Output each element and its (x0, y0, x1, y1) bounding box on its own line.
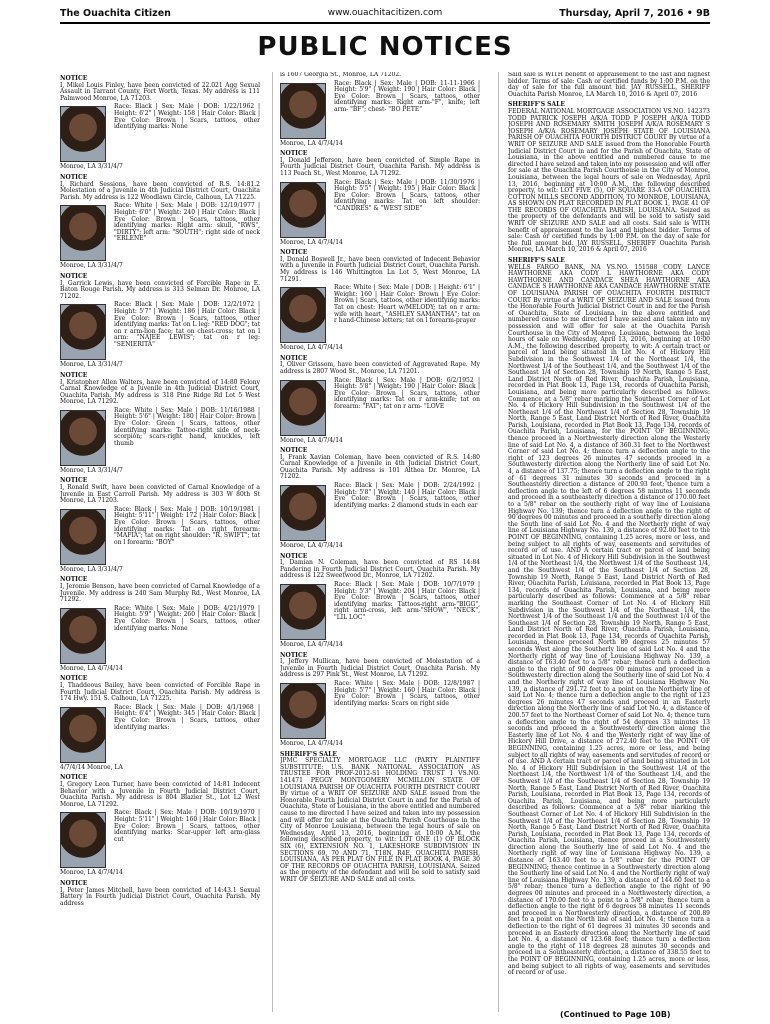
mugshot-photo (280, 83, 326, 139)
mugshot-photo (60, 205, 106, 261)
offender-description: Race: Black | Sex: Male | DOB: 4/1/1968 | Height: 6'4" | Weight: 345 | Hair Color: Black | Eye Color: Brown | Scars, tattoos, other identifying marks: (114, 703, 260, 731)
notice (280, 653, 480, 748)
notice-label: NOTICE (280, 354, 308, 362)
mugshot-photo (280, 287, 326, 343)
column-2 (280, 72, 480, 1012)
paper-name: The Ouachita Citizen (60, 8, 171, 19)
offender-description: Race: Black | Sex: Male | DOB: 10/7/1979 | Height: 5'3" | Weight: 204 | Hair Color: Black | Eye Color: Brown | Scars, tattoos, other identifying marks: Tattoos-right arm-"BIGG", right arm-cross, left arm-"SHOW", "NECK", "LIL LOC" (334, 581, 480, 621)
notice-signature: Monroe, LA 4/7/4/14 (280, 436, 343, 444)
notice (60, 676, 260, 771)
notice-label: NOTICE (280, 249, 308, 257)
notice (60, 76, 260, 171)
notice-signature: Monroe, LA 3/31/4/7 (60, 361, 123, 369)
notice-label: NOTICE (60, 774, 88, 782)
page-header (0, 0, 770, 36)
notice (60, 274, 260, 369)
notice-text: I, Ronald Swift, have been convicted of Carnal Knowledge of a Juvenile in East Carroll Parish. My address is 303 W 80th St Monroe, LA 71203. (60, 484, 260, 505)
notice-text: I, Gregory Leon Turner, have been convicted of 14:81 Indecent Behavior with a Juvenile in Fourth Judicial District Court, Ouachita Parish. My address is 804 Blazier St., Lot L2 West Monroe, LA 71292. (60, 780, 260, 808)
mugshot-photo (60, 304, 106, 360)
offender-description: Race: Black | Sex: Male | DOB: 11-11-1966 | Height: 5'9" | Weight: 190 | Hair Color: Black | Eye Color: Brown | Scars, tattoos, other identifying marks: Right arm-"F", knife; left arm- "BF"; chest- "BO PETE" (334, 79, 480, 113)
mugshot-photo (280, 683, 326, 739)
offender-description: Race: Black | Sex: Male | DOB: 1/22/1962 | Height: 6'2" | Weight: 158 | Hair Color: Black | Eye Color: Brown | Scars, tattoos, other identifying marks: None (114, 103, 260, 131)
notice (280, 356, 480, 444)
notice-label: NOTICE (60, 576, 88, 584)
offender-description: Race: White | Sex: Male | DOB: 12/8/1987 | Height: 5'7" | Weight: 160 | Hair Color: Black | Eye Color: Brown | Scars, tattoos, other identifying marks: Scars on right side (334, 680, 480, 707)
offender-description: Race: Black | Sex: Male | DOB: 10/19/1981 | Height: 5'11" | Weight: 172 | Hair Color: Black | Eye Color: Brown | Scars, tattoos, other identifying marks: Tat on right forearm: "MAFIA"; tat on right shoulder: "R. SWIFT"; tat on l forearm: "BOY" (114, 505, 260, 546)
header-rule (60, 22, 710, 24)
column-3 (508, 72, 710, 1012)
column-divider (272, 72, 273, 1012)
mugshot-photo (280, 380, 326, 436)
notice-signature: Monroe, LA 4/7/4/14 (280, 238, 343, 246)
continued-note: (Continued to Page 10B) (560, 1010, 671, 1019)
notice-signature: Monroe, LA 4/7/4/14 (280, 344, 343, 352)
offender-description: Race: Black | Sex: Male | DOB: 11/30/1976 | Height: 5'5" | Weight: 195 | Hair Color: Black | Eye Color: Brown | Scars, tattoos, other identifying marks: Tat on left shoulder: "CANDRES" & "WEST SIDE" (334, 178, 480, 212)
notice-text: I, Jeromie Benson, have been convicted of Carnal Knowledge of a Juvenile. My address is 240 Sam Murphy Rd., West Monroe, LA 71292. (60, 583, 260, 604)
mugshot-photo (60, 812, 106, 868)
notice-signature: Monroe, LA 3/31/4/7 (60, 163, 123, 171)
notice (60, 775, 260, 877)
notice-label: NOTICE (60, 371, 88, 379)
notice-label: NOTICE (280, 447, 308, 455)
mugshot-photo (280, 182, 326, 238)
notice-label: NOTICE (280, 651, 308, 659)
mugshot-photo (60, 509, 106, 565)
notice (280, 752, 480, 884)
notice-label: SHERIFF'S SALE (508, 101, 565, 109)
notice-label: NOTICE (60, 879, 88, 887)
mugshot-photo (60, 608, 106, 664)
notice-text: WELLS FARGO BANK, NA VS.NO. 151588 CODY LANCE HAWTHORNE AKA CODY L HAWTHORNE AKA CODY HAWTHORNE AND CANDACE SHEA HAWTHORNE AKA CANDACE S HAWTHORNE AKA CANDACE HAWTHORNE STATE OF LOUISIANA PARISH OF OUACHITA FOURTH DISTRICT COURT By virtue of a WRIT OF SEIZURE AND SALE issued from the Honorable Fourth Judicial District Court in and for the Parish of Ouachita, State of Louisiana, in the above entitled and numbered cause to me directed I have seized and taken into my possession and will offer for sale at the Ouachita Parish Courthouse in the City of Monroe, Louisiana, between the legal hours of sale on Wednesday, April 13, 2016, beginning at 10:00 A.M., the following described property, to wit: A certain tract or parcel of land being situated in Lot No. 4 of Hickory Hill Subdivision in the Southwest 1/4 of the Northeast 1/4, the Northwest 1/4 of the Southeast 1/4, and the Southwest 1/4 of the Southeast 1/4 of Section 28, Township 19 North, Range 5 East, Land District North of Red River, Ouachita Parish, Louisiana, recorded in Plat Book 13, Page 134, records of Ouachita Parish, Louisiana, and being more particularly described as follows: Commence at a 5/8" rebar marking the Southeast Corner of Lot No. 4 of Hickory Hill Subdivision in the Southwest 1/4 of the Northeast 1/4 of the Northeast 1/4 of Section 28, Township 19 North, Range 5 East, Land District North of Red River, Ouachita Parish, Louisiana, recorded in Plat Book 13, Page 134, records of Ouachita Parish, Louisiana, for the POINT OF BEGINNING; thence proceed in a Northwesterly direction along the Westerly line of said Lot No. 4, a distance of 360.31 feet to the Northwest Corner of said Lot No. 4; thence turn a deflection angle to the right of 123 degrees 26 minutes 47 seconds proceed in a Southwesterly direction along the Northerly line of said Lot No. 4, a distance of 137.75; thence turn a deflection angle to the right of 61 degrees 31 minutes 30 seconds and proceed in a Southeasterly direction a distance of 200.93 feet; thence turn a deflection angle to the left of 6 degrees 58 minutes 11 seconds and proceed in a southeasterly direction a distance of 170.00 feet to a 5/8" rebar on the southerly right of way line of Louisiana Highway No. 139; thence turn a deflection angle to the right of 90 degrees 00 minutes and proceed in a southerly direction along the South line of said Lot No. 4 and the Northerly right of way line of Louisiana Highway No. 139, a distance of 92.00 feet to the POINT OF BEGINNING, containing 1.25 acres, more or less, and being subject to all rights of way, easements and servitudes of record or of use. AND A certain tract or parcel of land being situated in Lot No. 4 of Hickory Hill Subdivision in the Southwest 1/4 of the Northeast 1/4, the Northwest 1/4 of the Southeast 1/4, and the Southwest 1/4 of the Southeast 1/4 of Section 28, Township 19 North, Range 5 East, Land District North of Red River, Ouachita Parish, Louisiana, recorded in Plat Book 13, Page 134, records of Ouachita Parish, Louisiana, and being more particularly described as follows: Commence at a 5/8" rebar marking the Southeast Corner of Lot No. 4 of Hickory Hill Subdivision in the Southwest 1/4 of the Northeast 1/4, the Northwest 1/4 of the Southeast 1/4 and the Southwest 1/4 of the Southeast 1/4 of Section 28, Township 19 North, Range 5 East, Land District North of Red River, Ouachita Parish, Louisiana, recorded in Plat Book 13, Page 134, records of Ouachita Parish, Louisiana, thence proceed North 89 degrees 25 minutes 57 seconds West along the Southerly line of said Lot No. 4 and the Northerly right of way line of Louisiana Highway No. 139, a distance of 163.40 feet to a 5/8" rebar; thence turn a deflection angle to the right of 90 degrees 00 minutes and proceed in a Southwesterly direction along the Southerly line of said Lot No. 4 and the Northerly right of way line of Louisiana Highway No. 139, a distance of 291.72 feet to a point on the Northerly line of said Lot No. 4; thence turn a deflection angle to the right of 123 degrees 26 minutes 47 seconds and proceed in an Easterly direction along the Northerly line of said Lot No. 4, a distance of 200.57 feet to the Northeast Corner of said Lot No. 4; thence turn a deflection angle to the right of 54 degrees 33 minutes 13 seconds and proceed in a Southwesterly direction along the Easterly line of Lot No. 4 and the Westerly right of way line of Hickory Hill Drive, a distance of 272.40 feet to the POINT OF BEGINNING, containing 1.25 acres, more or less, and being subject to all rights of way, easements and servitudes of record or of use. AND A certain tract or parcel of land being situated in Lot No. 4 of Hickory Hill Subdivision in the Southwest 1/4 of the Northeast 1/4, the Northwest 1/4 of the Southeast 1/4, and the Southwest 1/4 of the Southeast 1/4 of Section 28, Township 19 North, Range 5 East, Land District North of Red River, Ouachita Parish, Louisiana, recorded in Plat Book 13, Page 134, records of Ouachita Parish, Louisiana, and being more particularly described as follows: Commence at a 5/8" rebar marking the Southeast Corner of Lot No. 4 of Hickory Hill Subdivision in the Southwest 1/4 of the Northeast 1/4 of Section 28, Township 19 North, Range 5 East, Land District North of Red River, Ouachita Parish, Louisiana, recorded in Plat Book 13, Page 134, records of Ouachita Parish, Louisiana, thence proceed in a Southwesterly direction along the Southerly line of said Lot No. 4 and the Northerly right of way line of Louisiana Highway No. 139, a distance of 163.40 feet to a 5/8" rebar for the POINT OF BEGINNING; thence continue in a Southwesterly direction along the Southerly line of said Lot No. 4 and the Northerly right of way line of Louisiana Highway No. 139, a distance of 144.60 feet to a 5/8" rebar; thence turn a deflection angle to the right of 90 degrees 00 minutes and proceed in a Northwesterly direction, a distance of 170.00 feet to a point to a 5/8" rebar; thence turn a deflection angle to the right of 6 degrees 58 minutes 11 seconds and proceed in a Northwesterly direction, a distance of 200.89 feet to a point on the North line of said Lot No. 4; thence turn a deflection to the right of 61 degrees 31 minutes 30 seconds and proceed in an Easterly direction along the Northerly line of said Lot No. 4, a distance of 123.68 feet; thence turn a deflection angle to the right of 118 degrees 28 minutes 30 seconds and proceed in a Southeasterly direction, a distance of 338.55 feet to the POINT OF BEGINNING, containing 1.25 acres, more or less, and being subject to all rights of way, easements and servitudes of record or of use. (508, 263, 710, 977)
notice-text: I, Mikel Louis Finley, have been convicted of 22.021 Agg Sexual Assault in Tarrant County, Fort Worth, Texas. My address is 111 Palmwood Monroe, LA 71203. (60, 81, 260, 102)
notice-signature: Monroe, LA 3/31/4/7 (60, 262, 123, 270)
notice (60, 478, 260, 573)
mugshot-photo (60, 106, 106, 162)
notice (60, 577, 260, 672)
notice-signature: Monroe, LA 4/7/4/14 (280, 641, 343, 649)
notice (280, 250, 480, 352)
notice (508, 72, 710, 98)
notice-text: I, Donald Boswell Jr., have been convicted of Indecent Behavior with a Juvenile in Fourth Judicial District Court, Ouachita Parish. My address is 146 Whittington Ln Lot 5, West Monroe, LA 71291. (280, 255, 480, 283)
notice (508, 258, 710, 977)
notice-text: I, Damian N. Coleman, have been convicted of RS 14:84 Pandering in Fourth Judicial District Court, Ouachita Parish. My address is 122 Sweetwood Dr., Monroe, LA 71202. (280, 559, 480, 580)
notice-label: NOTICE (280, 552, 308, 560)
offender-description: Race: White | Sex: Male | DOB: | Height: 6'1" | Weight: 160 | Hair Color: Brown | Eye Color: Brown | Scars, tattoos, other identifying marks: Tat on chest: Heart w/MELODY; tat on r arm: wife with heart, "ASHLEY SAMANTHA"; tat on r hand-Chinese letters; tat on l forearm-prayer (334, 284, 480, 325)
notice-text: I, Richard Sessions, have been convicted of R.S. 14:81.2 Molestation of a Juvenile in 4th Judicial District Court, Ouachita Parish. My address is 122 Woodlawn Circle, Calhoun, LA 71225. (60, 180, 260, 201)
notice (280, 554, 480, 649)
offender-description: Race: White | Sex: Male | DOB: 12/19/1977 | Height: 6'0" | Weight: 240 | Hair Color: Black | Eye Color: Brown | Scars, tattoos, other identifying marks: Right arm: skull, "RWS", "DIRTY"; left arm: "SOUTH"; right side of neck "ERLENE" (114, 202, 260, 243)
offender-description: Race: White | Sex: Male | DOB: 4/21/1979 | Height: 5'9" | Weight: 260 | Hair Color: Black | Eye Color: Brown | Scars, tattoos, other identifying marks: None (114, 604, 260, 632)
offender-description: Race: Black | Sex: Male | DOB: 6/2/1952 | Height: 5'8" | Weight: 190 | Hair Color: Black | Eye Color: Brown | Scars, tattoos, other identifying marks: Tat on r arm-knife; tat on forearm: "FAT"; tat on r arm- "LOVE (334, 376, 480, 410)
mugshot-photo (60, 707, 106, 763)
notice-text: I, Oliver Grissom, have been convicted of Aggravated Rape. My address is 2807 Wood St., Monroe, LA 71201. (280, 361, 480, 375)
notice-label: NOTICE (60, 675, 88, 683)
notice (60, 175, 260, 270)
notice-signature: Monroe, LA 3/31/4/7 (60, 466, 123, 474)
notice-label: SHERIFF'S SALE (280, 750, 337, 758)
notice-text: FEDERAL NATIONAL MORTGAGE ASSOCIATION VS.NO. 142373 TODD PATRICK JOSEPH A/K/A TODD P JOSEPH A/K/A TODD JOSEPH AND ROSEMARY SMITH JOSEPH A/K/A ROSEMARY S JOSEPH A/K/A ROSEMARY JOSEPH STATE OF LOUISIANA PARISH OF OUACHITA FOURTH DISTRICT COURT By virtue of a WRIT OF SEIZURE AND SALE issued from the Honorable Fourth Judicial District Court in and for the Parish of Ouachita, State of Louisiana, in the above entitled and numbered cause to me directed I have seized and taken into my possession and will offer for sale at the Ouachita Parish Courthouse in the City of Monroe, Louisiana, between the legal hours of sale on Wednesday, April 13, 2016, beginning at 10:00 A.M., the following described property, to wit: LOT FIVE (5), OF SQUARE 33-A OF OUACHITA COTTON MILLS SECOND ADDITION, TO MONROE, LOUISIANA, AS SHOWN ON PLAT RECORDED IN PLAT BOOK 1, PAGE 41 OF THE RECORDS OF OUACHITA PARISH, LOUISIANA. Seized as the property of the defendants and will be sold to satisfy said WRIT OF SEIZURE AND SALE and all costs. Said sale is WITH benefit of appraisement to the last and highest bidder. Terms of sale: Cash or certified funds by 1:00 P.M. on the day of sale for the full amount bid. JAY RUSSELL, SHERIFF Ouachita Parish Monroe, LA March 10, 2016 & April 07, 2016 (508, 107, 710, 254)
notice (60, 881, 260, 907)
notice-text: I, Peter James Mitchell, have been convicted of 14:43.1 Sexual Battery in Fourth Judicial District Court, Ouachita Parish. My address (60, 886, 260, 907)
column-1 (60, 72, 260, 1012)
notice-label: NOTICE (280, 150, 308, 158)
mugshot-photo (280, 485, 326, 541)
notice-text: I, Kristopher Allen Walters, have been convicted of 14:80 Felony Carnal Knowledge of a Juvenile in 4th Judicial District Court, Ouachita Parish. My address is 318 Pine Ridge Rd Lot 5 West Monroe, LA 71292. (60, 378, 260, 406)
offender-description: Race: Black | Sex: Male | DOB: 10/19/1970 | Height: 5'11" | Weight: 160 | Hair Color: Black | Eye Color: Brown | Scars, tattoos, other identifying marks: Scar-upper left arm-glass cut (114, 809, 260, 843)
site-url[interactable]: www.ouachitacitizen.com (327, 8, 443, 18)
mugshot-photo (60, 410, 106, 466)
notice-text: I, Thaddeous Bailey, have been convicted of Forcible Rape in Fourth Judicial District Court, Ouachita Parish. My address is 174 Hwy. 151 S. Calhoun, LA 71225. (60, 682, 260, 703)
notice-label: NOTICE (60, 477, 88, 485)
notice-label: NOTICE (60, 272, 88, 280)
notice-label: NOTICE (60, 173, 88, 181)
notice-text: Said sale is WITH benefit of appraisement to the last and highest bidder. Terms of sale: Cash or certified funds by 1:00 P.M. on the day of sale for the full amount bid. JAY RUSSELL, SHERIFF Ouachita Parish Monroe, LA March 10, 2016 & April 07, 2016 (508, 72, 710, 98)
notice (280, 151, 480, 246)
notice (508, 102, 710, 254)
notice-label: SHERIFF'S SALE (508, 257, 565, 265)
column-divider (498, 72, 499, 1012)
notice-signature: Monroe, LA 3/31/4/7 (60, 565, 123, 573)
mugshot-photo (280, 584, 326, 640)
notice (60, 373, 260, 475)
notice-signature: Monroe, LA 4/7/4/14 (60, 869, 123, 877)
notice-label: NOTICE (60, 75, 88, 82)
notice-text: JPMC SPECIALTY MORTGAGE LLC (PARTY PLAINTIFF SUBSTITUTE: U.S. BANK NATIONAL ASSOCIATION AS TRUSTEE FOR PROF-2012-S1 HOLDING TRUST I VS.NO. 141471 PEGGY MONTGOMERY MCMILLON STATE OF LOUISIANA PARISH OF OUACHITA FOURTH DISTRICT COURT By virtue of a WRIT OF SEIZURE AND SALE issued from the Honorable Fourth Judicial District Court in and for the Parish of Ouachita, State of Louisiana, in the above entitled and numbered cause to me directed I have seized and taken into my possession and will offer for sale at the Ouachita Parish Courthouse in the City of Monroe Louisiana, between the legal hours of sale on Wednesday, April 13, 2016, beginning at 10:00 A.M., the following described property, to wit: LOT ONE (1) OF BLOCK SIX (6), EXTENSION NO. 1, LAKESHORE SUBDIVISION IN SECTIONS 69, 70 AND 71, T18N, R4E, OUACHITA PARISH, LOUISIANA, AS PER PLAT ON FILE IN PLAT BOOK 4, PAGE 30 OF THE RECORDS OF OUACHITA PARISH, LOUISIANA. Seized as the property of the defendant and will be sold to satisfy said WRIT OF SEIZURE AND SALE and all costs. (280, 757, 480, 883)
notice-text: I, Frank Xavian Coleman, have been convicted of R.S. 14:80 Carnal Knowledge of a Juvenile in 4th Judicial District Court, Ouachita Parish. My address is 101 Althea Dr. Monroe, LA 71202. (280, 453, 480, 481)
page-title: PUBLIC NOTICES (257, 32, 513, 62)
notice-signature: Monroe, LA 4/7/4/14 (60, 664, 123, 672)
notice-text: I, Garrick Lewis, have been convicted of Forcible Rape in E. Baton Rouge Parish. My address is 313 Selman Dr. Monroe, LA 71202. (60, 279, 260, 300)
notice-signature: Monroe, LA 4/7/4/14 (280, 740, 343, 747)
notice-text: is 1607 Georgia St., Monroe, LA 71202. (280, 72, 402, 78)
offender-description: Race: Black | Sex: Male | DOB: 12/2/1972 | Height: 5'7" | Weight: 186 | Hair Color: Black | Eye Color: Brown | Scars, tattoos, other identifying marks: Tat on L leg: "RED DOG"; tat on r arm-lion face; tat on chest-cross; tat on l arm: "NAJEE LEWIS"; tat on r leg: "SENIERITA" (114, 301, 260, 348)
notice-signature: Monroe, LA 4/7/4/14 (280, 542, 343, 550)
notice (280, 448, 480, 550)
date-page: Thursday, April 7, 2016 • 9B (559, 8, 710, 19)
offender-description: Race: Black | Sex: Male | DOB: 2/24/1992 | Height: 5'8" | Weight: 140 | Hair Color: Black | Eye Color: Brown | Scars, tattoos, other identifying marks: 2 diamond studs in each ear (334, 482, 480, 509)
notice-text: I, Donald Jefferson, have been convicted of Simple Rape in Fourth Judicial District Court, Ouachita Parish. My address is 113 Peach St., West Monroe, LA 71292. (280, 156, 480, 177)
offender-description: Race: White | Sex: Male | DOB: 11/16/1988 | Height: 5'6" | Weight: 180 | Hair Color: Brown | Eye Color: Green | Scars, tattoos, other identifying marks: Tattoo-right side of neck-scorpion; scars-right hand, knuckles, left thumb (114, 406, 260, 447)
notice-text: I, Jeffery Mullican, have been convicted of Molestation of a Juvenile in Fourth Judicial District Court, Ouachita Parish. My address is 297 Pink St., West Monroe, LA 71292. (280, 658, 480, 679)
notice-signature: Monroe, LA 4/7/4/14 (280, 139, 343, 147)
notice (280, 72, 480, 147)
notice-signature: 4/7/4/14 Monroe, LA (60, 763, 123, 771)
